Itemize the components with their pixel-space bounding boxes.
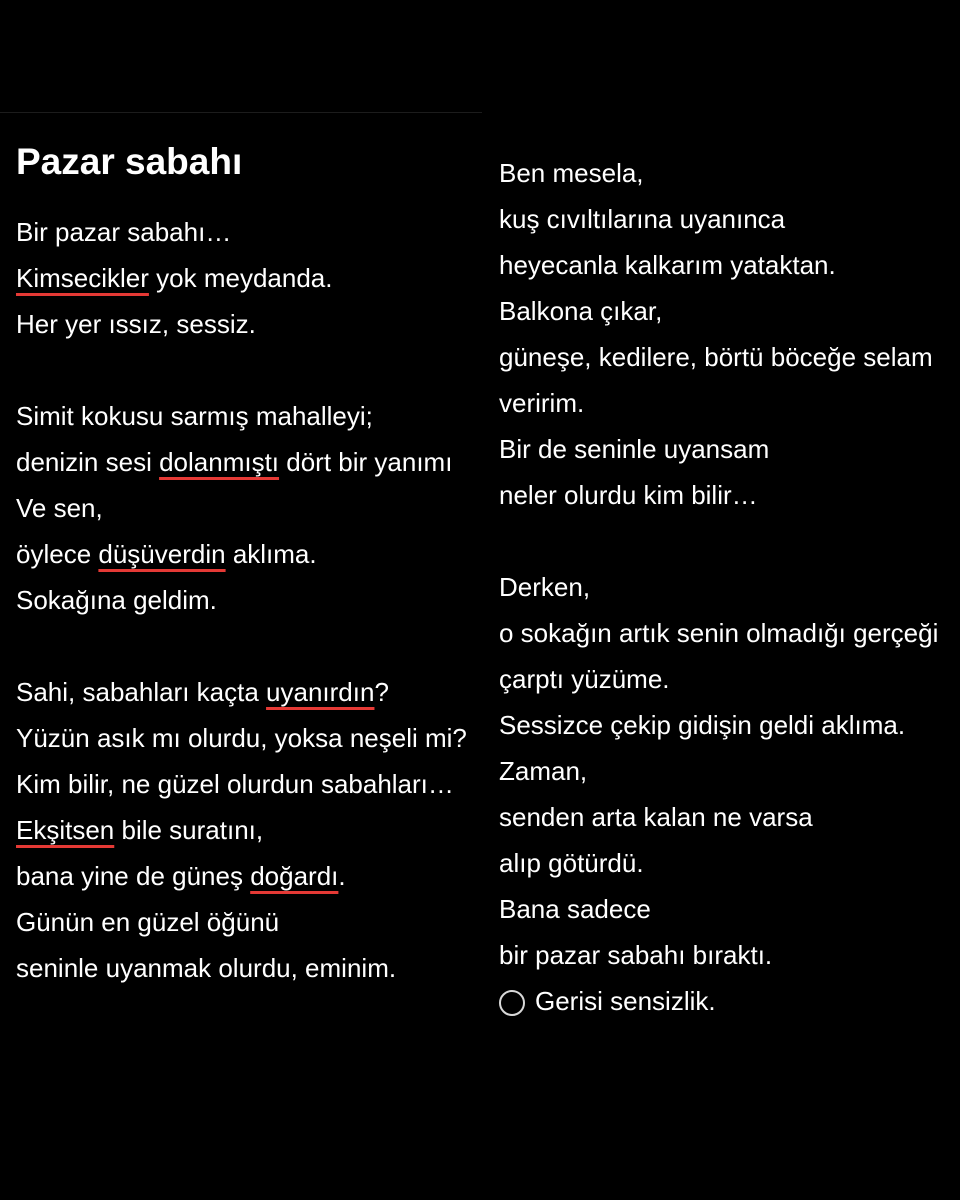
- line-text: Derken,: [499, 572, 591, 602]
- poem-line: [499, 242, 960, 288]
- poem-line: [16, 899, 482, 945]
- line-text: bana yine de güneş: [16, 861, 251, 891]
- note-title: Pazar sabahı: [16, 141, 243, 182]
- poem-line: [16, 761, 482, 807]
- misspelled-word[interactable]: düşüverdin: [98, 539, 226, 569]
- misspelled-word[interactable]: Ekşitsen: [16, 815, 115, 845]
- line-text: o sokağın artık senin olmadığı gerçeği: [499, 618, 939, 648]
- circle-icon: [499, 990, 525, 1016]
- poem-line: [16, 945, 482, 991]
- line-text: Ve sen,: [16, 493, 103, 523]
- poem-line: [499, 978, 960, 1024]
- line-text: .: [338, 861, 346, 891]
- poem-line: [16, 439, 482, 485]
- line-text: ?: [374, 677, 389, 707]
- line-text: Ben mesela,: [499, 158, 644, 188]
- misspelled-word[interactable]: Kimsecikler: [16, 263, 149, 293]
- top-divider: [0, 112, 482, 113]
- poem-line: [499, 886, 960, 932]
- poem-line: [499, 610, 960, 656]
- misspelled-word[interactable]: doğardı: [250, 861, 339, 891]
- poem-line: [499, 334, 960, 380]
- line-text: Her yer ıssız, sessiz.: [16, 309, 256, 339]
- line-text: bile suratını,: [114, 815, 264, 845]
- poem-line: [499, 380, 960, 426]
- line-text: Gerisi sensizlik.: [535, 986, 716, 1016]
- line-text: denizin sesi: [16, 447, 160, 477]
- poem-line: [499, 702, 960, 748]
- blank-line: [16, 623, 482, 669]
- line-text: heyecanla kalkarım yataktan.: [499, 250, 836, 280]
- line-text: çarptı yüzüme.: [499, 664, 670, 694]
- poem-line: [499, 932, 960, 978]
- misspelled-word[interactable]: uyanırdın: [266, 677, 375, 707]
- line-text: veririm.: [499, 388, 585, 418]
- line-text: Sessizce çekip gidişin geldi aklıma.: [499, 710, 906, 740]
- poem-line: [499, 656, 960, 702]
- line-text: Balkona çıkar,: [499, 296, 663, 326]
- poem-line: [16, 853, 482, 899]
- line-text: dört bir yanımı: [279, 447, 453, 477]
- poem-line: [16, 209, 482, 255]
- blank-line: [16, 347, 482, 393]
- poem-line: [16, 807, 482, 853]
- line-text: kuş cıvıltılarına uyanınca: [499, 204, 786, 234]
- line-text: bir pazar sabahı bıraktı.: [499, 940, 773, 970]
- line-text: yok meydanda.: [148, 263, 333, 293]
- line-text: Sokağına geldim.: [16, 585, 217, 615]
- line-text: alıp götürdü.: [499, 848, 644, 878]
- poem-line: [499, 426, 960, 472]
- line-text: Simit kokusu sarmış mahalleyi;: [16, 401, 373, 431]
- poem-line: [16, 255, 482, 301]
- line-text: senden arta kalan ne varsa: [499, 802, 813, 832]
- poem-line: [16, 301, 482, 347]
- poem-line: [499, 196, 960, 242]
- line-text: güneşe, kedilere, börtü böceğe selam: [499, 342, 933, 372]
- line-text: Yüzün asık mı olurdu, yoksa neşeli mi?: [16, 723, 467, 753]
- line-text: aklıma.: [225, 539, 317, 569]
- poem-line: [499, 472, 960, 518]
- line-text: Bir pazar sabahı…: [16, 217, 232, 247]
- poem-line: [499, 150, 960, 196]
- blank-line: [499, 518, 960, 564]
- poem-line: [16, 669, 482, 715]
- line-text: Zaman,: [499, 756, 588, 786]
- line-text: Kim bilir, ne güzel olurdun sabahları…: [16, 769, 454, 799]
- line-text: Sahi, sabahları kaçta: [16, 677, 267, 707]
- line-text: seninle uyanmak olurdu, eminim.: [16, 953, 397, 983]
- line-text: neler olurdu kim bilir…: [499, 480, 758, 510]
- line-text: Bana sadece: [499, 894, 651, 924]
- line-text: Bir de seninle uyansam: [499, 434, 770, 464]
- poem-left-column[interactable]: [16, 209, 482, 991]
- poem-line: [499, 840, 960, 886]
- poem-line: [16, 577, 482, 623]
- poem-line: [499, 288, 960, 334]
- poem-line: [499, 748, 960, 794]
- poem-right-column[interactable]: [499, 150, 960, 1024]
- poem-line: [16, 715, 482, 761]
- poem-line: [16, 485, 482, 531]
- line-text: öylece: [16, 539, 99, 569]
- poem-line: [499, 794, 960, 840]
- line-text: Günün en güzel öğünü: [16, 907, 280, 937]
- poem-line: [499, 564, 960, 610]
- poem-line: [16, 531, 482, 577]
- misspelled-word[interactable]: dolanmıştı: [159, 447, 280, 477]
- poem-line: [16, 393, 482, 439]
